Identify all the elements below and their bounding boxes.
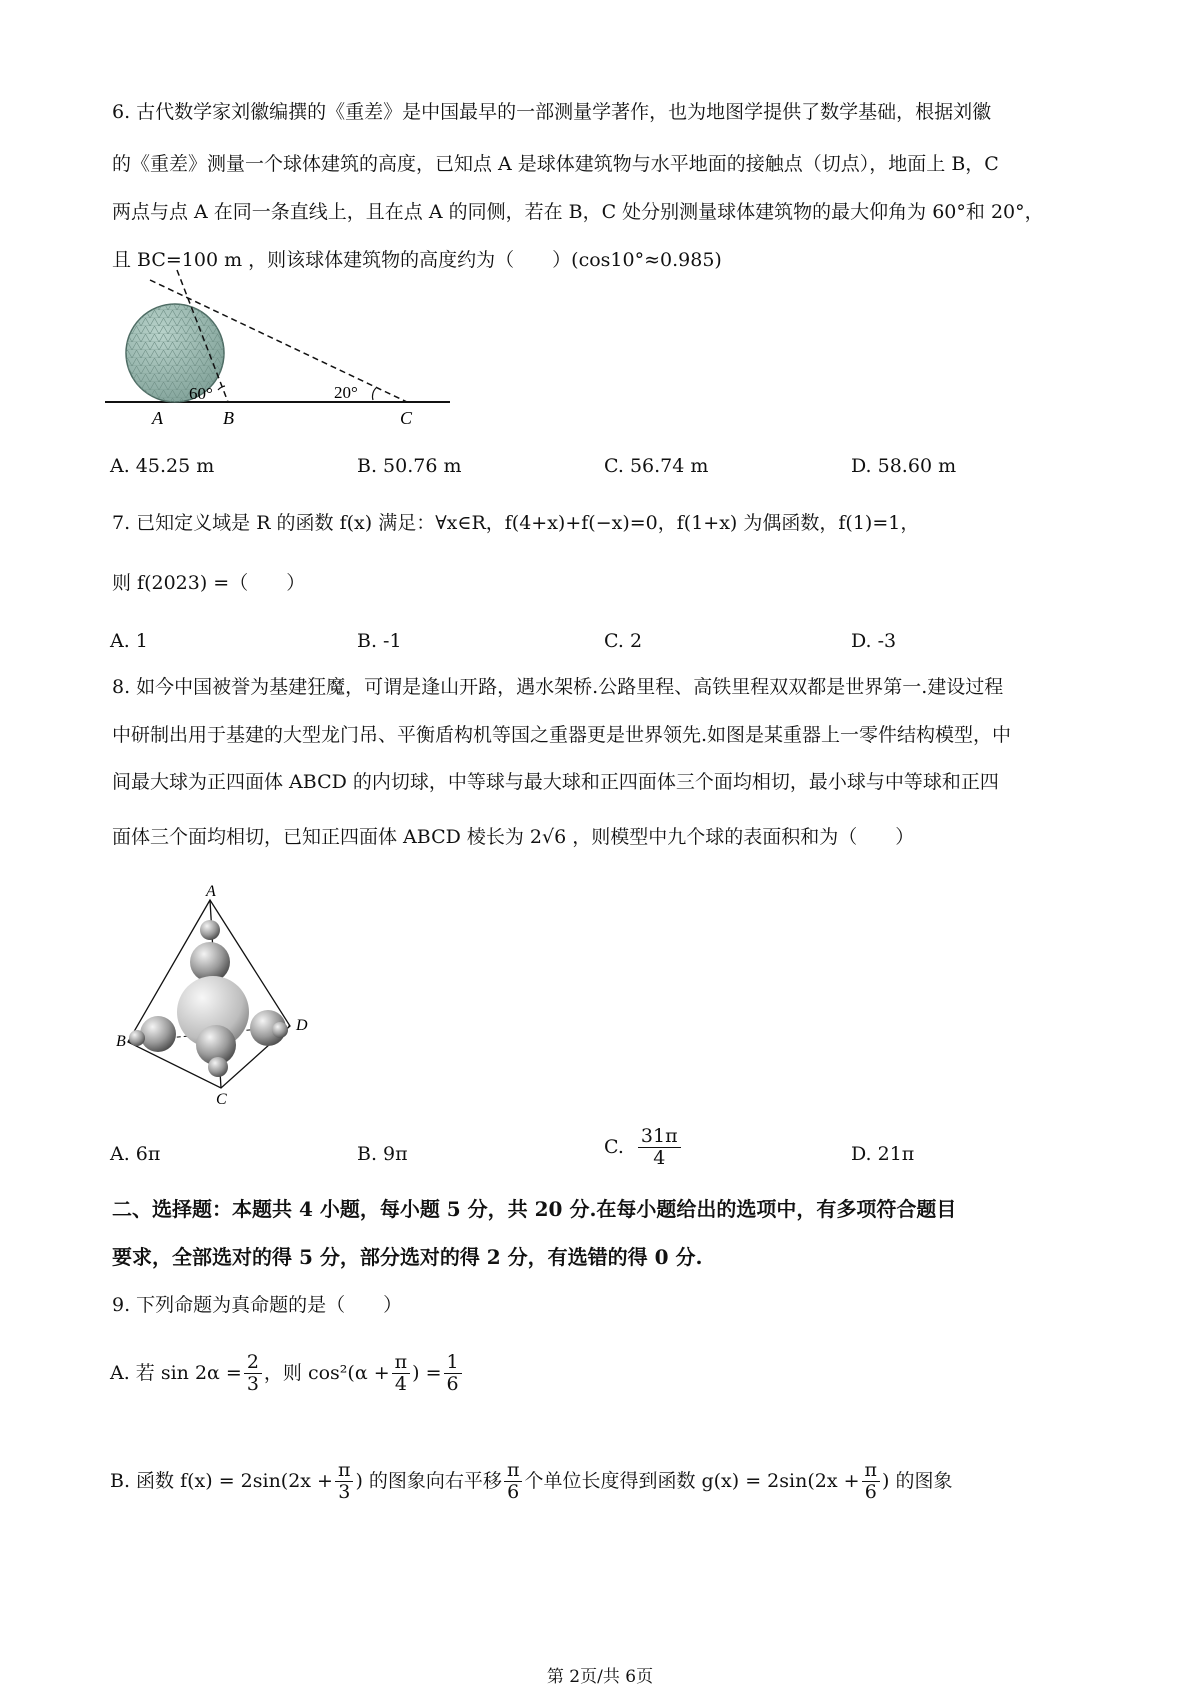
q6-option-b[interactable]: B. 50.76 m (357, 455, 462, 477)
q8-line-2: 中研制出用于基建的大型龙门吊、平衡盾构机等国之重器更是世界领先.如图是某重器上一零件结构模型，中 (112, 724, 1012, 746)
q8-option-b[interactable]: B. 9π (357, 1143, 408, 1165)
q9-a-frac3-den: 6 (446, 1372, 459, 1395)
medium-sphere-a (190, 942, 230, 982)
q9-b-mid: ) 的图象向右平移 (355, 1470, 502, 1493)
q9-b-frac3-den: 6 (864, 1480, 877, 1503)
q6-option-c[interactable]: C. 56.74 m (604, 455, 709, 477)
q7-option-c[interactable]: C. 2 (604, 630, 643, 652)
vertex-label-a: A (206, 883, 216, 900)
q9-b-frac2-den: 6 (507, 1480, 520, 1503)
q8-option-c-numerator: 31π (638, 1126, 681, 1148)
q8-option-c-fraction (638, 1126, 681, 1169)
q6-option-d[interactable]: D. 58.60 m (851, 455, 957, 477)
q8-option-a[interactable]: A. 6π (110, 1143, 161, 1165)
vertex-label-c: C (216, 1091, 227, 1108)
q8-option-d[interactable]: D. 21π (851, 1143, 915, 1165)
section-2-line-2: 要求，全部选对的得 5 分，部分选对的得 2 分，有选错的得 0 分. (112, 1245, 703, 1269)
q9-stem: 9. 下列命题为真命题的是（ ） (112, 1294, 403, 1316)
q6-line-4: 且 BC=100 m ，则该球体建筑物的高度约为（ ）(cos10°≈0.985) (112, 249, 722, 271)
q6-line-1: 6. 古代数学家刘徽编撰的《重差》是中国最早的一部测量学著作，也为地图学提供了数学基础，根据刘徽 (112, 101, 992, 123)
vertex-label-d: D (296, 1017, 308, 1034)
q9-a-fraction-2 (392, 1352, 411, 1395)
q8-line-4: 面体三个面均相切，已知正四面体 ABCD 棱长为 2√6 ，则模型中九个球的表面积和为（ ） (112, 826, 915, 848)
small-sphere-c (208, 1057, 228, 1077)
q7-line-1: 7. 已知定义域是 R 的函数 f(x) 满足：∀x∈R，f(4+x)+f(−x)=0，f(1+x) 为偶函数，f(1)=1， (112, 512, 920, 534)
small-sphere-b (129, 1030, 145, 1046)
q9-a-frac1-num: 2 (244, 1352, 262, 1374)
q8-option-c-label: C. (604, 1136, 624, 1159)
q9-option-b[interactable] (110, 1460, 952, 1503)
q9-a-fraction-3 (444, 1352, 462, 1395)
q9-b-frac2-num: π (504, 1460, 523, 1482)
q7-option-b[interactable]: B. -1 (357, 630, 402, 652)
q9-a-frac3-num: 1 (444, 1352, 462, 1374)
q9-b-frac1-num: π (335, 1460, 354, 1482)
point-label-a: A (152, 408, 163, 428)
q7-line-2: 则 f(2023) =（ ） (112, 572, 306, 594)
q7-option-d[interactable]: D. -3 (851, 630, 897, 652)
q9-b-prefix: B. 函数 f(x) = 2sin(2x + (110, 1470, 333, 1493)
angle-arc-b (218, 386, 225, 390)
angle-arc-c (372, 388, 376, 400)
q9-a-mid: ，则 cos²(α + (263, 1362, 390, 1385)
angle-label-b: 60° (189, 384, 213, 403)
section-2-line-1: 二、选择题：本题共 4 小题，每小题 5 分，共 20 分.在每小题给出的选项中，有多项符合题目 (112, 1197, 957, 1221)
q9-a-frac1-den: 3 (246, 1372, 259, 1395)
q9-a-fraction-1 (244, 1352, 262, 1395)
q9-b-fraction-2 (504, 1460, 523, 1503)
q6-line-3: 两点与点 A 在同一条直线上，且在点 A 的同侧，若在 B，C 处分别测量球体建筑物的最大仰角为 60°和 20°， (112, 201, 1044, 223)
point-label-b: B (223, 408, 234, 428)
q8-option-c-denominator: 4 (653, 1146, 666, 1169)
q8-option-c[interactable] (604, 1126, 683, 1169)
q9-b-fraction-1 (335, 1460, 354, 1503)
q9-b-suffix: ) 的图象 (882, 1470, 953, 1493)
q6-line-2: 的《重差》测量一个球体建筑的高度，已知点 A 是球体建筑物与水平地面的接触点（切点），地面上 B，C (112, 153, 999, 175)
q9-a-frac2-num: π (392, 1352, 411, 1374)
page-footer: 第 2页/共 6页 (546, 1667, 654, 1687)
q9-b-mid2: 个单位长度得到函数 g(x) = 2sin(2x + (524, 1470, 860, 1493)
q9-b-frac3-num: π (862, 1460, 881, 1482)
small-sphere-d (272, 1022, 288, 1038)
q9-b-frac1-den: 3 (338, 1480, 351, 1503)
q9-a-mid2: ) = (412, 1362, 442, 1385)
vertex-label-b: B (116, 1033, 126, 1050)
q9-option-a[interactable] (110, 1352, 464, 1395)
small-sphere-a (200, 920, 220, 940)
point-label-c: C (400, 408, 413, 428)
angle-label-c: 20° (334, 383, 358, 402)
medium-sphere-b (140, 1016, 176, 1052)
q7-option-a[interactable]: A. 1 (110, 630, 148, 652)
q8-tetrahedron-figure (118, 880, 328, 1110)
q9-b-fraction-3 (862, 1460, 881, 1503)
q9-a-frac2-den: 4 (394, 1372, 407, 1395)
q6-sphere-figure (105, 262, 465, 427)
q6-option-a[interactable]: A. 45.25 m (110, 455, 215, 477)
q8-line-3: 间最大球为正四面体 ABCD 的内切球，中等球与最大球和正四面体三个面均相切，最小球与中等球和正四 (112, 771, 999, 793)
q8-line-1: 8. 如今中国被誉为基建狂魔，可谓是逢山开路，遇水架桥.公路里程、高铁里程双双都是世界第一.建设过程 (112, 676, 1004, 698)
q9-a-prefix: A. 若 sin 2α = (110, 1362, 242, 1385)
